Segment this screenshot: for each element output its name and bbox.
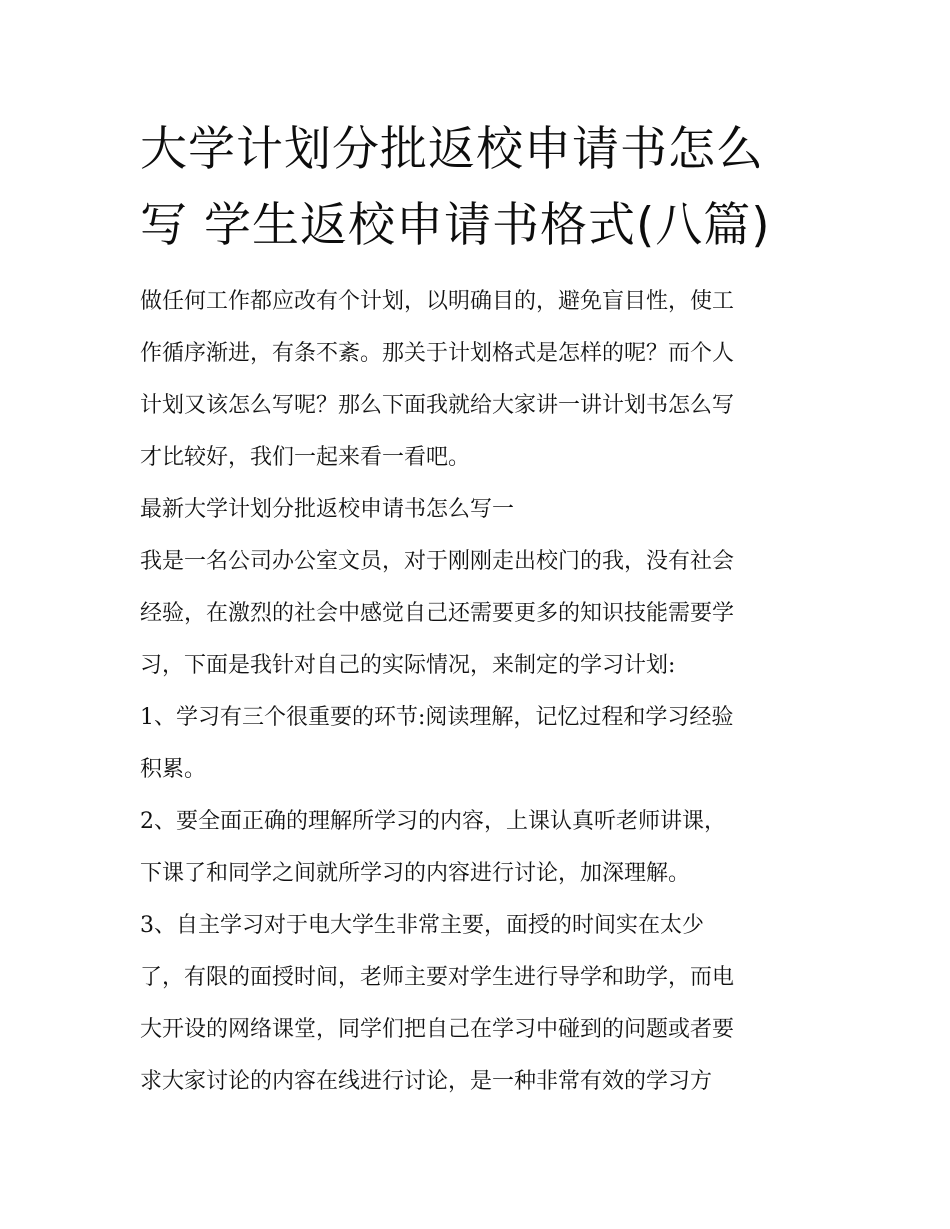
list-item-line: 积累。 [140,757,207,782]
body-line: 习，下面是我针对自己的实际情况，来制定的学习计划: [140,653,676,678]
body-line: 经验，在激烈的社会中感觉自己还需要更多的知识技能需要学 [140,601,735,626]
list-item-line: 了，有限的面授时间，老师主要对学生进行导学和助学，而电 [140,965,735,990]
body-line: 计划又该怎么写呢？那么下面我就给大家讲一讲计划书怎么写 [140,393,735,418]
body-line: 作循序渐进，有条不紊。那关于计划格式是怎样的呢？而个人 [140,341,735,366]
document-title [140,112,820,264]
section-heading: 最新大学计划分批返校申请书怎么写一 [140,497,515,522]
list-item-line: 下课了和同学之间就所学习的内容进行讨论，加深理解。 [140,861,691,886]
body-line: 我是一名公司办公室文员，对于刚刚走出校门的我，没有社会 [140,549,735,574]
document-body [140,282,820,1102]
list-item-line: 1、学习有三个很重要的环节:阅读理解，记忆过程和学习经验 [140,705,734,730]
list-item-line: 大开设的网络课堂，同学们把自己在学习中碰到的问题或者要 [140,1017,735,1042]
list-item-line: 2、要全面正确的理解所学习的内容，上课认真听老师讲课， [140,809,726,834]
list-item-line: 求大家讨论的内容在线进行讨论，是一种非常有效的学习方 [140,1069,713,1094]
list-item-line: 3、自主学习对于电大学生非常主要，面授的时间实在太少 [140,913,704,938]
title-line: 大学计划分批返校申请书怎么 [140,122,764,177]
body-line: 才比较好，我们一起来看一看吧。 [140,445,471,470]
body-line: 做任何工作都应改有个计划，以明确目的，避免盲目性，使工 [140,289,735,314]
title-line: 写 学生返校申请书格式(八篇) [140,198,771,253]
